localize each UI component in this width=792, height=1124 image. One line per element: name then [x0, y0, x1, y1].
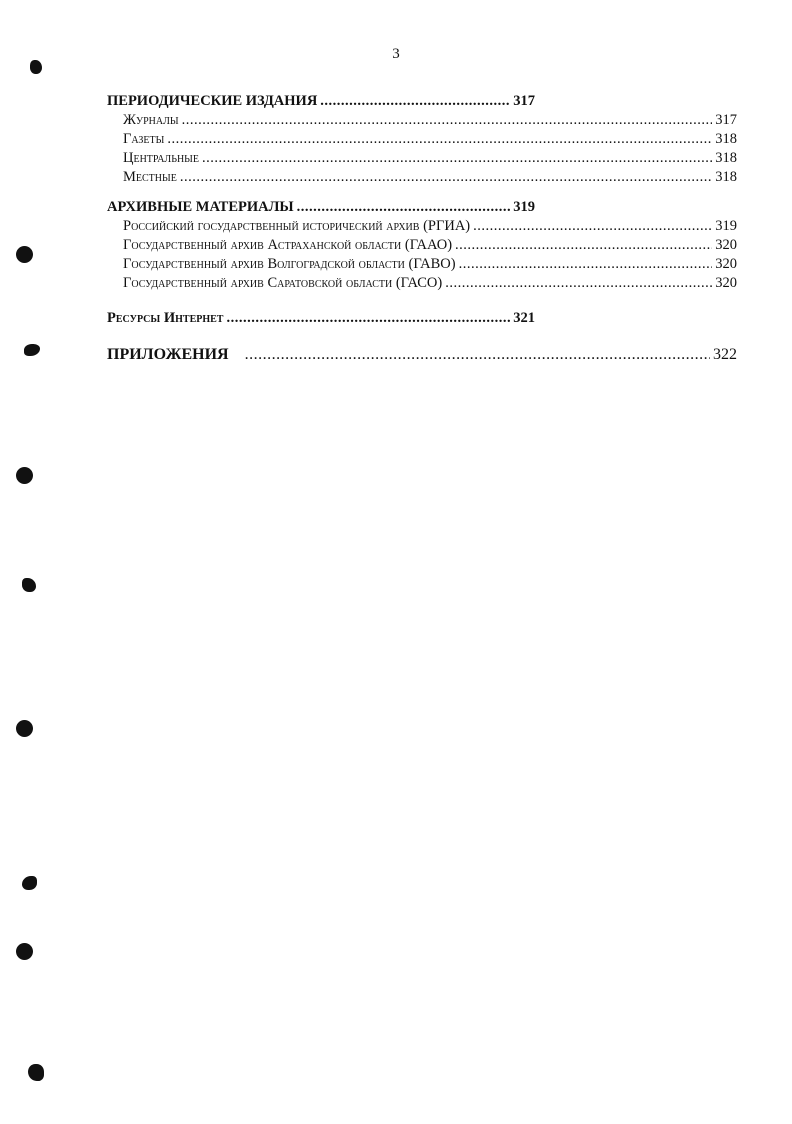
- toc-entry-label: Центральные: [123, 150, 199, 166]
- toc-entry[interactable]: [107, 236, 737, 255]
- toc-entry[interactable]: [107, 255, 737, 274]
- toc-section-title: ПЕРИОДИЧЕСКИЕ ИЗДАНИЯ: [107, 93, 318, 109]
- scan-speck: [22, 578, 36, 592]
- toc-entry-label: Государственный архив Саратовской области (ГАСО): [123, 275, 443, 291]
- toc-entry-label: Местные: [123, 169, 177, 185]
- toc-section-internet[interactable]: [107, 309, 535, 328]
- dot-leader: [320, 92, 510, 111]
- toc-page-number: 317: [715, 112, 737, 128]
- toc-entry-label: Российский государственный исторический архив (РГИА): [123, 218, 471, 234]
- punch-hole-4: [16, 943, 33, 960]
- toc-entry[interactable]: [107, 130, 737, 149]
- toc-section-title: ПРИЛОЖЕНИЯ: [107, 346, 229, 363]
- toc-page-number: 322: [713, 346, 737, 363]
- toc-page-number: 321: [513, 310, 535, 326]
- toc-page-number: 318: [715, 131, 737, 147]
- dot-leader: [455, 236, 712, 255]
- toc-page-number: 317: [513, 93, 535, 109]
- toc-entry[interactable]: [107, 149, 737, 168]
- toc-section-title: АРХИВНЫЕ МАТЕРИАЛЫ: [107, 199, 294, 215]
- dot-leader: [245, 344, 710, 366]
- scan-speck: [22, 876, 37, 890]
- toc-entry[interactable]: [107, 274, 737, 293]
- dot-leader: [167, 130, 712, 149]
- dot-leader: [202, 149, 712, 168]
- toc-page-number: 319: [513, 199, 535, 215]
- toc-entry[interactable]: [107, 111, 737, 130]
- punch-hole-1: [16, 246, 33, 263]
- dot-leader: [459, 255, 713, 274]
- toc-entry-label: Государственный архив Астраханской области (ГААО): [123, 237, 453, 253]
- dot-leader: [226, 309, 510, 328]
- dot-leader: [445, 274, 712, 293]
- toc-page-number: 320: [715, 275, 737, 291]
- table-of-contents: [107, 92, 737, 366]
- toc-page-number: 320: [715, 237, 737, 253]
- toc-section-appendix[interactable]: [107, 344, 737, 366]
- scan-speck: [24, 344, 40, 356]
- punch-hole-2: [16, 467, 33, 484]
- toc-section-title: Ресурсы Интернет: [107, 310, 224, 326]
- toc-entry[interactable]: [107, 217, 737, 236]
- toc-entry-label: Государственный архив Волгоградской области (ГАВО): [123, 256, 456, 272]
- toc-page-number: 320: [715, 256, 737, 272]
- toc-entry-label: Журналы: [123, 112, 179, 128]
- toc-section-periodicals[interactable]: [107, 92, 535, 111]
- dot-leader: [182, 111, 713, 130]
- toc-page-number: 318: [715, 150, 737, 166]
- toc-entry-label: Газеты: [123, 131, 165, 147]
- page-number: 3: [392, 46, 400, 62]
- toc-page-number: 319: [715, 218, 737, 234]
- punch-hole-3: [16, 720, 33, 737]
- scan-speck: [28, 1064, 44, 1081]
- toc-entry[interactable]: [107, 168, 737, 187]
- dot-leader: [180, 168, 712, 187]
- toc-section-archives[interactable]: [107, 198, 535, 217]
- dot-leader: [297, 198, 511, 217]
- toc-page-number: 318: [715, 169, 737, 185]
- dot-leader: [473, 217, 712, 236]
- scan-speck: [30, 60, 42, 74]
